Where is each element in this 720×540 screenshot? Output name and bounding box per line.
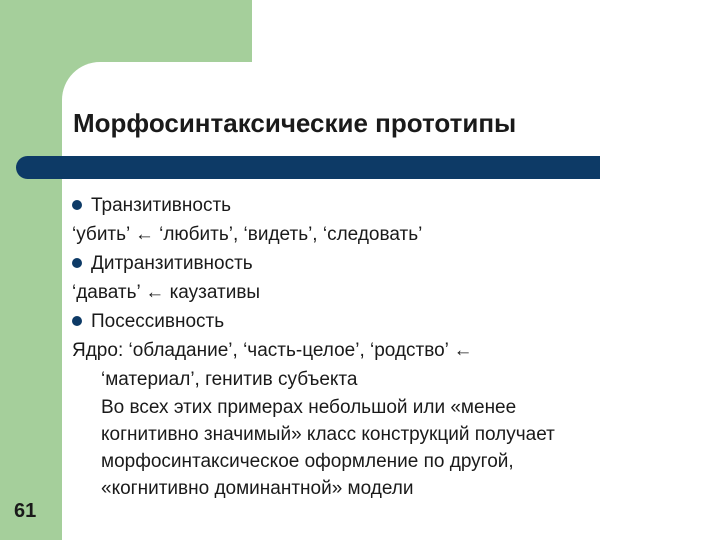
slide-content [72,191,702,502]
title-rule-bar [16,156,600,179]
note-line-2: когнитивно значимый» класс конструкций получает [101,424,555,445]
bullet-icon [72,316,82,326]
content-line-5: Посессивность [72,307,702,336]
content-line-3: Дитранзитивность [72,249,702,278]
bullet-icon [72,200,82,210]
note-line-4: «когнитивно доминантной» модели [101,478,414,499]
content-line-1: Транзитивность [72,191,702,220]
slide-title: Морфосинтаксические прототипы [73,108,517,138]
summary-note [72,394,702,502]
content-line-7: ‘материал’, генитив субъекта [101,369,358,390]
side-decoration [0,0,62,540]
note-line-1: Во всех этих примерах небольшой или «менее [101,397,517,418]
content-line-2: ‘убить’ ← ‘любить’, ‘видеть’, ‘следовать’ [72,224,423,245]
content-line-4: ‘давать’ ← каузативы [72,282,261,303]
note-line-3: морфосинтаксическое оформление по другой, [101,451,514,472]
slide-number: 61 [14,500,37,522]
content-line-6: Ядро: ‘обладание’, ‘часть-целое’, ‘родство’ ← [72,340,473,361]
bullet-icon [72,258,82,268]
